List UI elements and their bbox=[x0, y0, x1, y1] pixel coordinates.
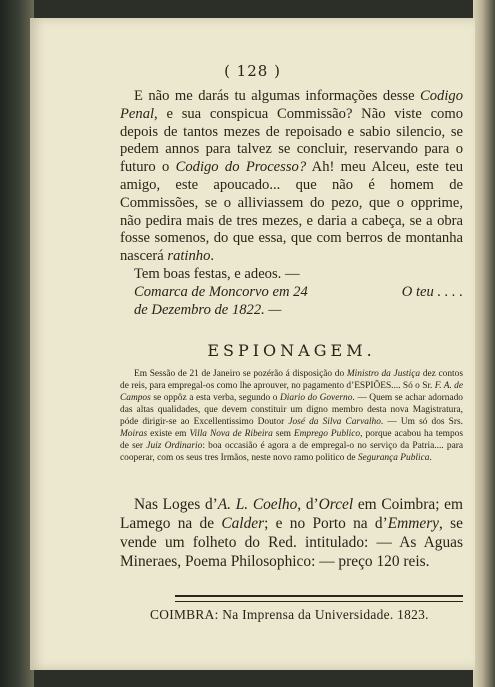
printed-page bbox=[30, 18, 475, 670]
text-run: Nas Loges d’ bbox=[134, 496, 218, 513]
text-run: . bbox=[429, 453, 432, 463]
italic-run: Ministro da Justiça bbox=[346, 369, 421, 379]
text-run: , se vende um folheto do Red. intitulado: — As Aguas Mineraes, Poema Philosophico: — preço 120 reis. bbox=[120, 515, 463, 570]
text-run: se oppôz a esta verba, segundo o bbox=[150, 393, 281, 403]
letter-text bbox=[120, 88, 463, 319]
text-run: em Coimbra; em Lamego na de bbox=[120, 496, 463, 532]
text-run: Ah! meu Alceu, este teu amigo, este apoucado... que não é homem de Commissões, se o alliviassem do pezo, que o opprime, não pedira mais de tres mezes, e daria a cabeça, se a obra fosse somenos, do que essa, que com berros de montanha nascerá bbox=[120, 159, 464, 265]
italic-run: Emmery bbox=[387, 515, 440, 532]
text-run: dez contos de reis, para empregal-os como lhe aprouver, no pagamento d’ESPIÕES.... Só o Sr. bbox=[120, 369, 463, 391]
double-rule-divider bbox=[175, 595, 463, 602]
italic-run: Orcel bbox=[318, 496, 354, 513]
italic-run: Codigo do Processo? bbox=[175, 159, 307, 176]
italic-run: Villa Nova de Ribeira bbox=[189, 429, 273, 439]
signature-close: O teu . . . . bbox=[401, 283, 463, 300]
italic-run: Emprego Publico bbox=[293, 429, 361, 439]
italic-run: ratinho bbox=[167, 248, 211, 265]
letter-farewell: Tem boas festas, e adeos. — bbox=[134, 265, 300, 282]
text-run: . bbox=[210, 248, 215, 265]
espionagem-paragraph bbox=[120, 368, 463, 464]
italic-run: A. L. Coelho bbox=[217, 496, 298, 513]
text-run: sem bbox=[272, 429, 294, 439]
italic-run: Calder bbox=[221, 515, 265, 532]
book-spine-shadow bbox=[0, 0, 34, 687]
advertisement-paragraph bbox=[120, 495, 463, 571]
italic-run: José da Silva Carvalho bbox=[288, 417, 381, 427]
advertisement-text bbox=[120, 495, 463, 571]
espionagem-text bbox=[120, 368, 463, 464]
text-run: : boa occasião é agora a de empregal-o no serviço da Patria.... para cooperar, com os seus tres Irmãos, neste novo ramo politico de bbox=[120, 441, 464, 463]
signature-date: de Dezembro de 1822. — bbox=[134, 301, 282, 318]
imprint-line: COIMBRA: Na Imprensa da Universidade. 1823. bbox=[150, 607, 429, 622]
text-run: existe em bbox=[147, 429, 190, 439]
section-title: ESPIONAGEM. bbox=[207, 341, 376, 360]
letter-signature bbox=[120, 284, 463, 302]
text-run: , d’ bbox=[297, 496, 319, 513]
italic-run: Segurança Publica bbox=[357, 453, 430, 463]
signature-place: Comarca de Moncorvo em 24 bbox=[134, 283, 308, 300]
text-run: E não me darás tu algumas informações desse bbox=[134, 88, 421, 104]
text-run: , porque acabou ha tempos de ser bbox=[120, 429, 464, 451]
page-edge bbox=[473, 0, 495, 687]
text-run: , e sua conspicua Commissão? Não viste como depois de tantos mezes de repoisado e sabio silencio, se pedem annos para talvez se concluir, reservando para o futuro o bbox=[120, 105, 463, 176]
text-run: Em Sessão de 21 de Janeiro se pozérão á disposição do bbox=[134, 369, 347, 379]
italic-run: Moiras bbox=[120, 429, 148, 439]
text-run: ; e no Porto na d’ bbox=[264, 515, 388, 532]
letter-paragraph bbox=[120, 88, 463, 266]
italic-run: F. A. de Campos bbox=[120, 381, 464, 403]
text-run: . — Quem se achar adornado das altas qualidades, que devem constituir um digno membro desta nova Magistratura, póde dirigir-se ao Excellentissimo Doutor bbox=[120, 393, 463, 427]
italic-run: Juiz Ordinario bbox=[146, 441, 203, 451]
italic-run: Diario do Governo bbox=[280, 393, 353, 403]
text-run: . — Um só dos Srs. bbox=[380, 417, 463, 427]
page-number: ( 128 ) bbox=[224, 62, 281, 80]
italic-run: Codigo Penal bbox=[120, 88, 463, 122]
